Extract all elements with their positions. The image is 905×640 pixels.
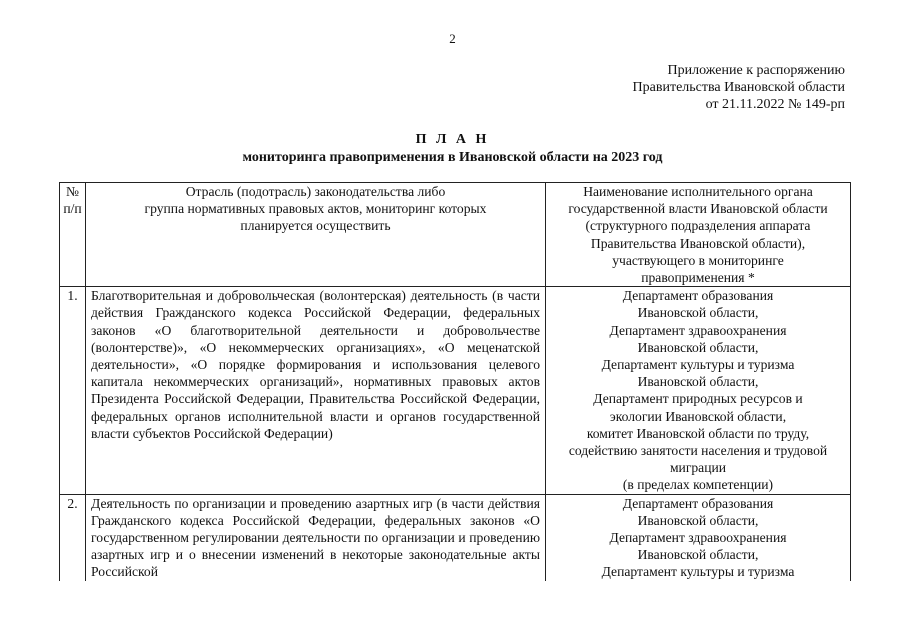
header-body-line: (структурного подразделения аппарата xyxy=(585,218,811,234)
table-row xyxy=(60,494,851,581)
plan-table xyxy=(59,182,851,581)
header-body-line: участвующего в мониторинге xyxy=(612,252,784,268)
row-body-line: Ивановской области, xyxy=(637,374,759,390)
appendix-line-3: от 21.11.2022 № 149-рп xyxy=(705,97,845,112)
row-field: Деятельность по организации и проведению азартных игр (в части действия Гражданского кодекса Российской Федерации, федеральных законов «О государственном регулировании деятельности по организации и проведению азартных игр и о внесении изменений в некоторые законодательные акты Российской xyxy=(86,494,546,581)
header-body-line: государственной власти Ивановской области xyxy=(568,201,828,217)
row-body-line: комитет Ивановской области по труду, xyxy=(586,425,810,441)
row-number: 1. xyxy=(60,287,86,494)
row-body-line: Департамент культуры и туризма xyxy=(601,357,795,373)
plan-title: П Л А Н xyxy=(415,132,490,147)
row-body-line: содействию занятости населения и трудовой xyxy=(568,443,828,459)
table-header-row xyxy=(60,183,851,287)
row-field: Благотворительная и добровольческая (волонтерская) деятельность (в части действия Гражданского кодекса Российской Федерации, федеральных законов «О благотворительной деятельности и добровольчестве (волонтерстве)», «О некоммерческих организациях», «О меценатской деятельности», «О порядке формирования и использования целевого капитала некоммерческих организаций», нормативных правовых актов Президента Российской Федерации, Правительства Российской Федерации, федеральных органов исполнительной власти и органов государственной власти субъектов Российской Федерации) xyxy=(86,287,546,494)
header-field-line: планируется осуществить xyxy=(240,218,391,234)
row-body-line: миграции xyxy=(669,460,727,476)
row-body-line: экологии Ивановской области, xyxy=(609,408,787,424)
header-body-line: правоприменения * xyxy=(641,270,755,286)
row-body-line: Ивановской области, xyxy=(637,339,759,355)
table-row xyxy=(60,287,851,494)
header-num-line: № xyxy=(66,184,79,199)
row-body-line: Департамент здравоохранения xyxy=(609,530,787,546)
row-number: 2. xyxy=(60,494,86,581)
header-body-line: Правительства Ивановской области), xyxy=(590,235,806,251)
appendix-line-1: Приложение к распоряжению xyxy=(667,63,845,78)
row-bodies xyxy=(546,494,851,581)
row-body-line: (в пределах компетенции) xyxy=(622,477,774,493)
header-field-line: Отрасль (подотрасль) законодательства либо xyxy=(185,184,446,199)
row-body-line: Ивановской области, xyxy=(637,512,759,528)
header-num xyxy=(60,183,86,287)
header-num-line: п/п xyxy=(63,201,82,217)
header-body-line: Наименование исполнительного органа xyxy=(583,184,813,199)
header-field xyxy=(86,183,546,287)
row-body-line: Департамент образования xyxy=(622,495,774,511)
row-body-line: Департамент культуры и туризма xyxy=(601,564,795,580)
header-field-line: группа нормативных правовых актов, мониторинг которых xyxy=(144,201,487,217)
row-body-line: Ивановской области, xyxy=(637,305,759,321)
plan-subtitle: мониторинга правоприменения в Ивановской области на 2023 год xyxy=(242,150,663,165)
row-body-line: Департамент здравоохранения xyxy=(609,322,787,338)
appendix-line-2: Правительства Ивановской области xyxy=(632,80,845,95)
row-bodies xyxy=(546,287,851,494)
row-body-line: Департамент природных ресурсов и xyxy=(593,391,803,407)
header-body xyxy=(546,183,851,287)
row-body-line: Департамент образования xyxy=(622,288,774,304)
row-body-line: Ивановской области, xyxy=(637,547,759,563)
page-number: 2 xyxy=(449,31,456,46)
